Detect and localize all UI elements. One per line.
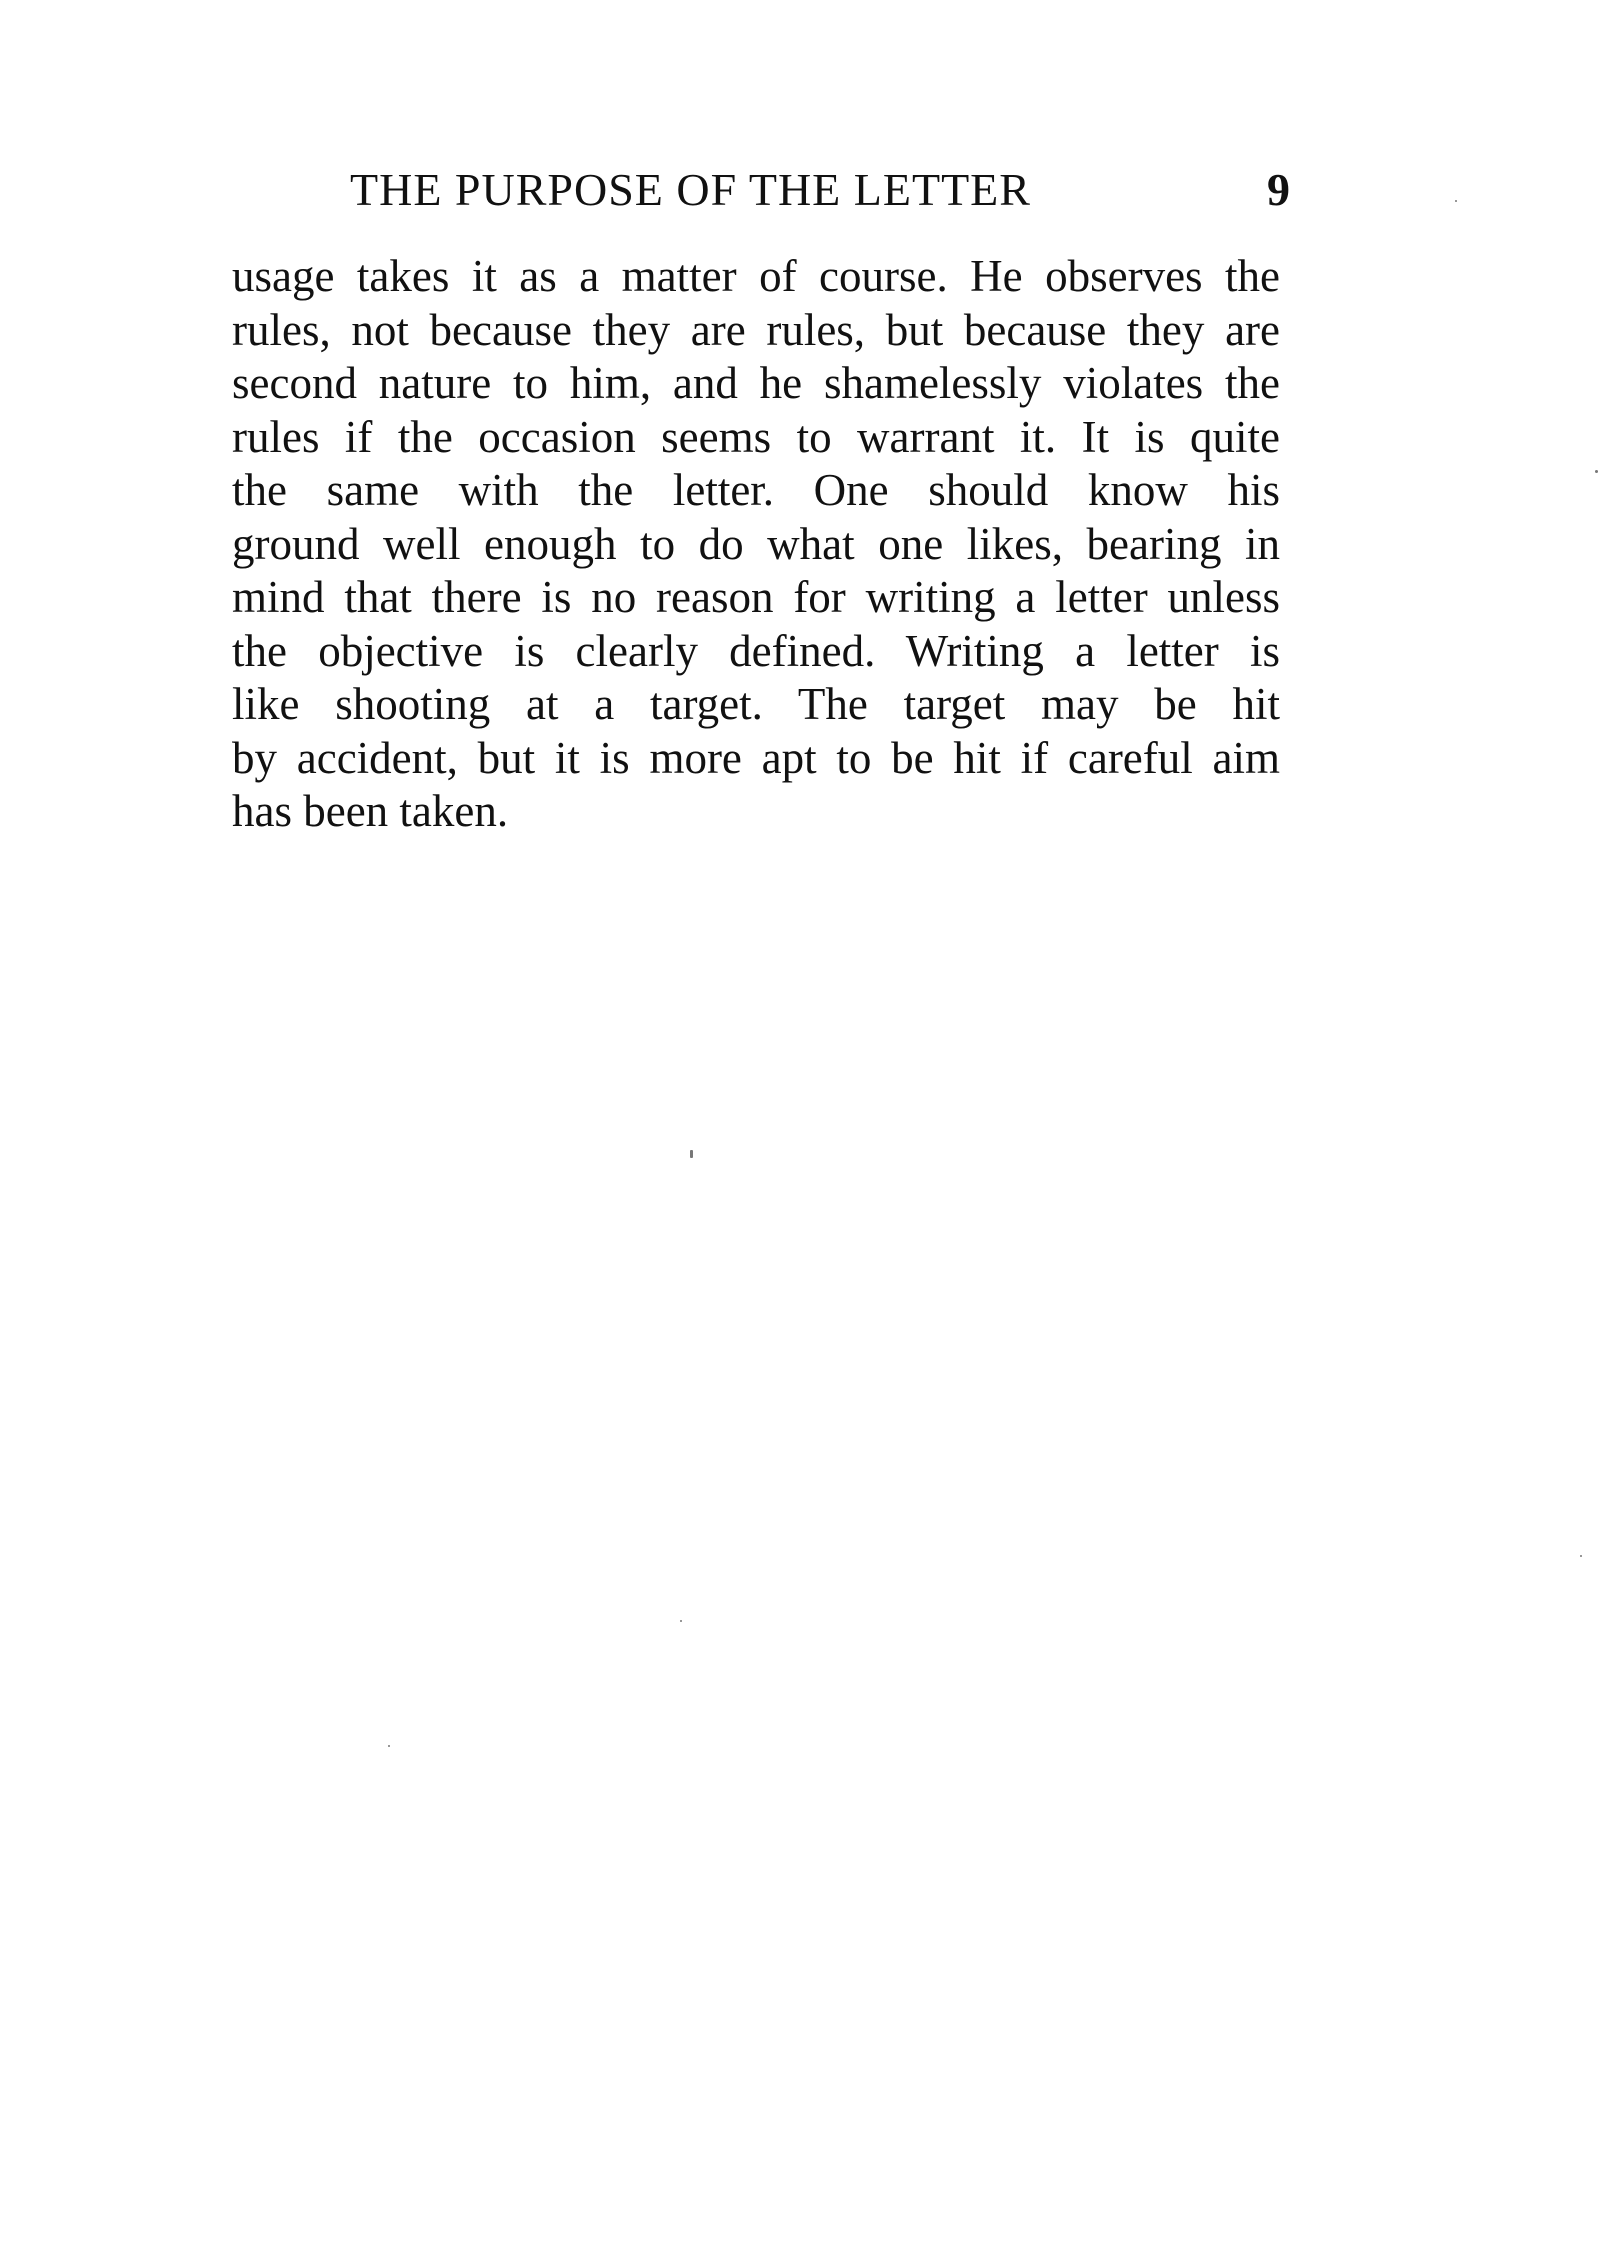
scan-speck [388,1745,390,1747]
scan-speck [680,1620,682,1622]
page-number: 9 [1267,164,1290,215]
text-line: the same with the letter. One should know his [232,465,1280,515]
text-line-last: has been taken. [232,786,509,836]
body-paragraph [232,250,1280,839]
running-head [350,160,1290,220]
text-line: like shooting at a target. The target may be hit [232,679,1280,729]
text-line: usage takes it as a matter of course. He observes the [232,251,1280,301]
scan-speck [1595,470,1598,473]
text-line: ground well enough to do what one likes, bearing in [232,518,1280,569]
text-line: rules if the occasion seems to warrant it. It is quite [232,411,1280,462]
scan-speck [1455,200,1457,202]
text-line: second nature to him, and he shamelessly violates the [232,358,1280,408]
text-line: mind that there is no reason for writing a letter unless [232,572,1280,622]
running-title: THE PURPOSE OF THE LETTER [350,164,1031,215]
text-line: the objective is clearly defined. Writing a letter is [232,625,1280,676]
text-line: by accident, but it is more apt to be hit if careful aim [232,732,1280,783]
scan-speck [690,1150,693,1158]
scan-speck [1580,1555,1582,1557]
text-line: rules, not because they are rules, but because they are [232,304,1280,355]
